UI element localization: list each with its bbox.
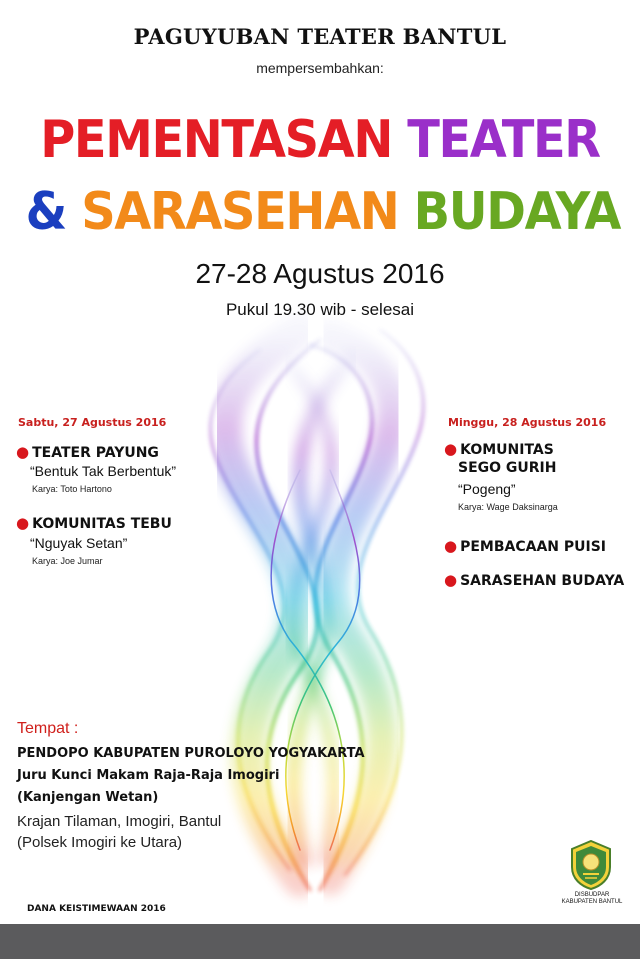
day2-heading: Minggu, 28 Agustus 2016 [448,416,607,429]
venue-address-1: Krajan Tilaman, Imogiri, Bantul [17,813,222,830]
day2-item-1-group-line2: SEGO GURIH [458,460,557,476]
day2-item-1-work: “Pogeng” [458,481,516,497]
venue-line-2: Juru Kunci Makam Raja-Raja Imogiri [17,768,280,783]
footer-bar [0,924,640,959]
venue-address-2: (Polsek Imogiri ke Utara) [17,834,183,851]
day1-item-2-karya: Karya: Joe Jumar [32,556,103,566]
day1-item-2-group: KOMUNITAS TEBU [32,516,172,532]
day2-item-1-group-line1: KOMUNITAS [460,442,554,458]
bullet-icon: ● [444,537,458,555]
event-time: Pukul 19.30 wib - selesai [225,300,415,319]
day1-item-1-group: TEATER PAYUNG [32,445,159,461]
day2-item-3 [444,571,624,589]
main-title-line-2 [25,182,620,242]
presents-caption: mempersembahkan: [256,60,384,76]
bullet-icon: ● [444,440,458,458]
title-word-budaya: BUDAYA [413,182,620,242]
day2-item-1-karya: Karya: Wage Daksinarga [458,502,558,512]
title-word-teater: TEATER [407,110,600,170]
day1-item-2 [16,514,172,532]
funding-note: DANA KEISTIMEWAAN 2016 [27,904,166,914]
title-word-sarasehan: SARASEHAN [81,182,399,242]
bullet-icon: ● [16,443,30,461]
venue-label: Tempat : [17,720,79,737]
venue-line-3: (Kanjengan Wetan) [17,790,159,805]
day2-item-1 [444,440,554,458]
logo-caption [548,892,636,906]
venue-line-1: PENDOPO KABUPATEN PUROLOYO YOGYAKARTA [17,746,365,761]
day2-item-3-group: SARASEHAN BUDAYA [460,573,625,589]
day1-heading: Sabtu, 27 Agustus 2016 [18,416,167,429]
event-date: 27-28 Agustus 2016 [195,258,445,289]
day1-item-1-work: “Bentuk Tak Berbentuk” [30,463,177,479]
day2-item-2 [444,537,606,555]
day1-item-2-work: “Nguyak Setan” [30,535,128,551]
logo-caption-line-2: KABUPATEN BANTUL [561,899,623,905]
bantul-regency-emblem-icon [569,840,613,890]
title-ampersand: & [25,182,66,242]
logo-caption-line-1: DISBUDPAR [574,892,610,898]
main-title-line-1 [26,110,615,170]
day1-item-1 [16,443,159,461]
day1-item-1-karya: Karya: Toto Hartono [32,484,112,494]
organizer-name: PAGUYUBAN TEATER BANTUL [133,24,507,49]
bullet-icon: ● [444,571,458,589]
title-word-pementasan: PEMENTASAN [40,110,392,170]
bullet-icon: ● [16,514,30,532]
day2-item-2-group: PEMBACAAN PUISI [460,539,607,555]
